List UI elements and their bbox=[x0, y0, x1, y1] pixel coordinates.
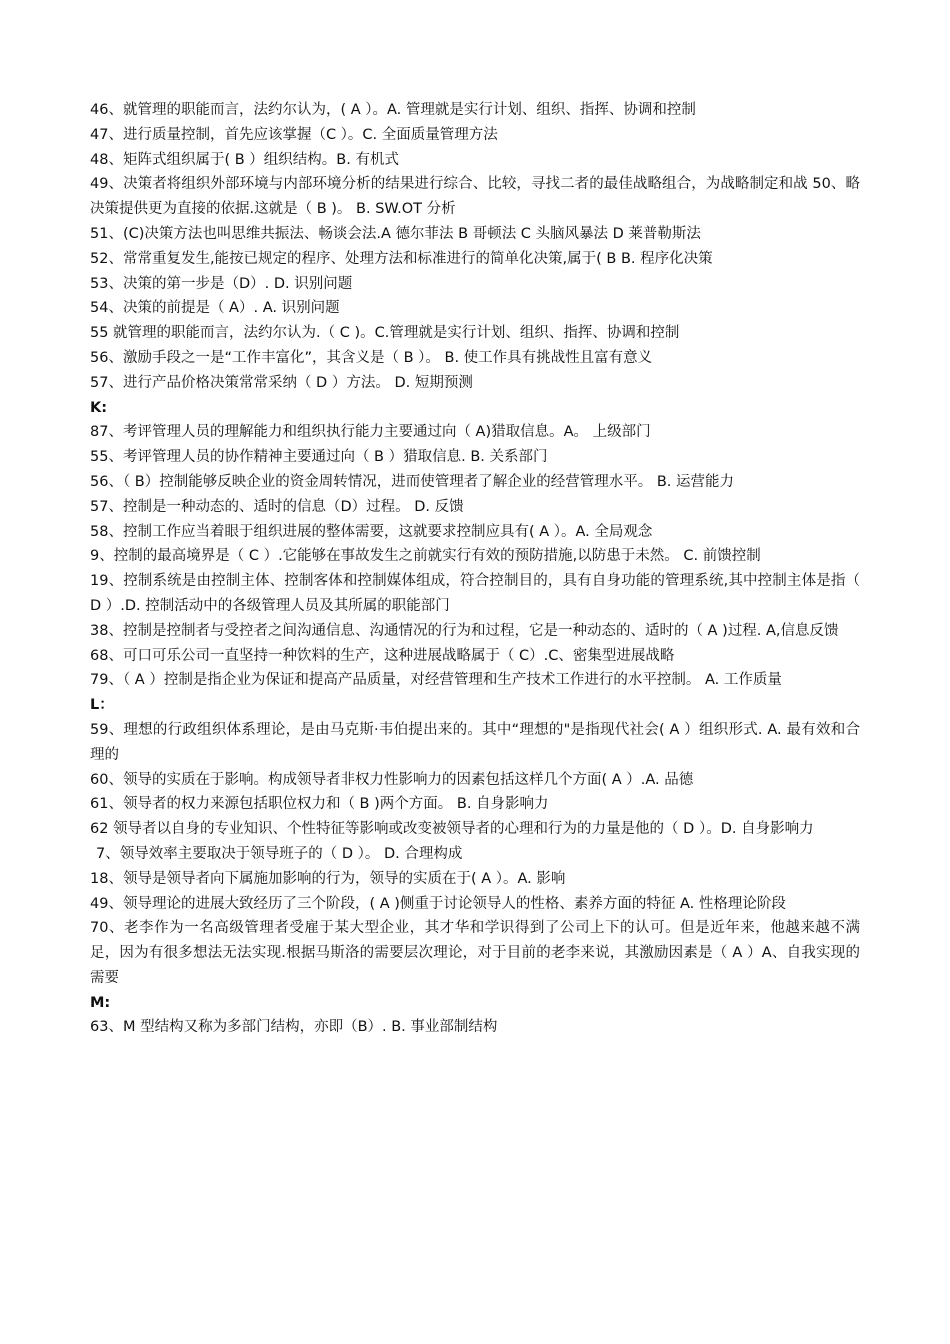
question-line: 62 领导者以自身的专业知识、个性特征等影响或改变被领导者的心理和行为的力量是他的（ D ）。D. 自身影响力 bbox=[90, 821, 814, 838]
question-line: 49、领导理论的进展大致经历了三个阶段，( A )侧重于讨论领导人的性格、素养方面的特征 A. 性格理论阶段 bbox=[90, 895, 786, 912]
question-line: 58、控制工作应当着眼于组织进展的整体需要，这就要求控制应具有( A ）。A. 全局观念 bbox=[90, 523, 653, 540]
question-line: 60、领导的实质在于影响。构成领导者非权力性影响力的因素包括这样几个方面( A ）.A. 品德 bbox=[90, 771, 694, 788]
question-line: 61、领导者的权力来源包括职位权力和（ B )两个方面。 B. 自身影响力 bbox=[90, 796, 549, 813]
question-line: 56、激励手段之一是“工作丰富化”，其含义是（ B ）。 B. 使工作具有挑战性且富有意义 bbox=[90, 349, 653, 366]
question-line: 46、就管理的职能而言，法约尔认为，( A ）。A. 管理就是实行计划、组织、指挥、协调和控制 bbox=[90, 102, 696, 118]
section-heading: K: bbox=[90, 399, 108, 416]
question-line: 18、领导是领导者向下属施加影响的行为，领导的实质在于( A ）。A. 影响 bbox=[90, 870, 566, 887]
question-line: 70、老李作为一名高级管理者受雇于某大型企业，其才华和学识得到了公司上下的认可。但是近年来，他越来越不满足，因为有很多想法无法实现.根据马斯洛的需要层次理论，对于目前的老李来说，其激励因素是（ A ）A、自我实现的需要 bbox=[90, 920, 860, 986]
question-line: 57、进行产品价格决策常常采纳（ D ）方法。 D. 短期预测 bbox=[90, 374, 473, 391]
question-line: 52、常常重复发生,能按已规定的程序、处理方法和标准进行的简单化决策,属于( B B. 程序化决策 bbox=[90, 250, 713, 267]
question-line: 48、矩阵式组织属于( B ）组织结构。B. 有机式 bbox=[90, 151, 399, 168]
question-line: 49、决策者将组织外部环境与内部环境分析的结果进行综合、比较，寻找二者的最佳战略组合，为战略制定和战 50、略决策提供更为直接的依据.这就是（ B )。 B. SW.OT 分析 bbox=[90, 176, 860, 218]
section-heading: L： bbox=[90, 697, 114, 714]
section-heading: M: bbox=[90, 994, 111, 1011]
question-line: 63、M 型结构又称为多部门结构，亦即（B）. B. 事业部制结构 bbox=[90, 1019, 498, 1036]
question-line: 57、控制是一种动态的、适时的信息（D）过程。 D. 反馈 bbox=[90, 498, 464, 515]
question-line: 7、领导效率主要取决于领导班子的（ D ）。 D. 合理构成 bbox=[96, 845, 463, 862]
question-line: 51、(C)决策方法也叫思维共振法、畅谈会法.A 德尔菲法 B 哥顿法 C 头脑风暴法 D 莱普勒斯法 bbox=[90, 225, 701, 242]
question-line: 87、考评管理人员的理解能力和组织执行能力主要通过向（ A)猎取信息。A。 上级部门 bbox=[90, 424, 651, 441]
question-line: 59、理想的行政组织体系理论，是由马克斯·韦伯提出来的。其中“理想的"是指现代社会( A ）组织形式. A. 最有效和合理的 bbox=[90, 721, 860, 763]
question-line: 55、考评管理人员的协作精神主要通过向（ B ）猎取信息. B. 关系部门 bbox=[90, 449, 548, 466]
question-line: 79、（ A ）控制是指企业为保证和提高产品质量，对经营管理和生产技术工作进行的水平控制。 A. 工作质量 bbox=[90, 672, 782, 689]
question-line: 47、进行质量控制，首先应该掌握（C ）。C. 全面质量管理方法 bbox=[90, 126, 498, 143]
question-line: 56、（ B）控制能够反映企业的资金周转情况，进而使管理者了解企业的经营管理水平。 B. 运营能力 bbox=[90, 473, 735, 490]
question-line: 68、可口可乐公司一直坚持一种饮料的生产，这种进展战略属于（ C）.C、密集型进展战略 bbox=[90, 647, 675, 664]
question-line: 38、控制是控制者与受控者之间沟通信息、沟通情况的行为和过程，它是一种动态的、适时的（ A )过程. A,信息反馈 bbox=[90, 622, 839, 639]
question-line: 53、决策的第一步是（D）. D. 识别问题 bbox=[90, 275, 353, 292]
question-line: 54、决策的前提是（ A）. A. 识别问题 bbox=[90, 300, 340, 317]
question-line: 19、控制系统是由控制主体、控制客体和控制媒体组成，符合控制目的，具有自身功能的管理系统,其中控制主体是指（ D ）.D. 控制活动中的各级管理人员及其所属的职能部门 bbox=[90, 573, 860, 614]
question-line: 55 就管理的职能而言，法约尔认为.（ C )。C.管理就是实行计划、组织、指挥、协调和控制 bbox=[90, 325, 680, 342]
document-body bbox=[90, 98, 860, 1040]
question-line: 9、控制的最高境界是（ C ）.它能够在事故发生之前就实行有效的预防措施,以防患于未然。 C. 前馈控制 bbox=[90, 548, 761, 565]
